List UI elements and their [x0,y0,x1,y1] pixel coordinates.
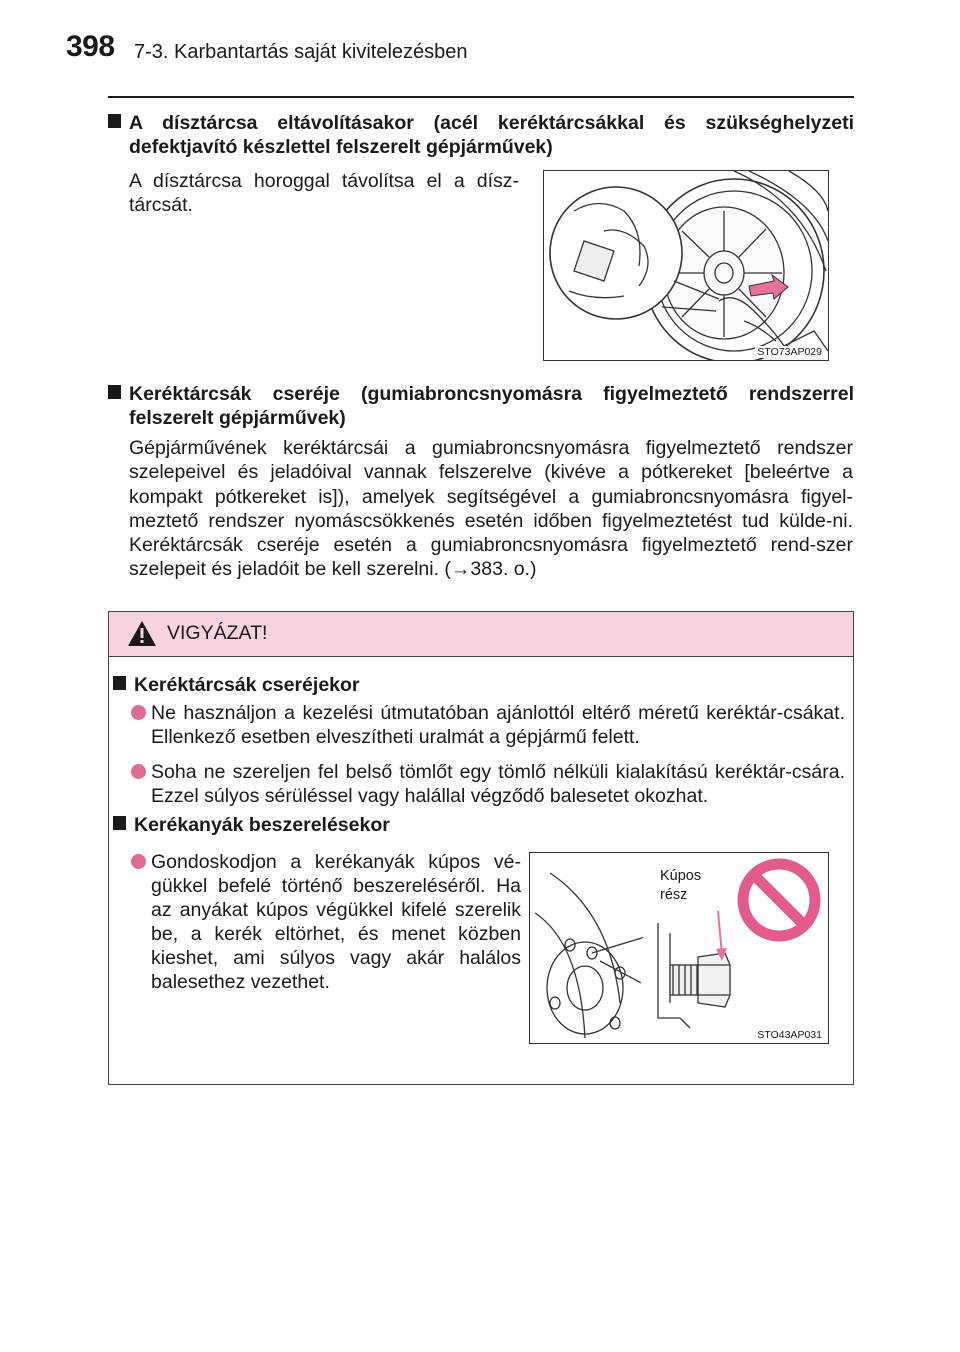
bullet-text: Soha ne szereljen fel belső tömlőt egy tömlő nélküli kialakítású keréktár-csára. Ezzel súlyos sérüléssel vagy halállal végződő balesetet okozhat. [151,761,845,807]
warning-triangle-icon [127,620,157,647]
square-bullet-icon [113,676,126,690]
section-heading-wheel-cap-removal [108,111,854,159]
tapered-part-label [660,867,701,905]
warning-title: VIGYÁZAT! [167,622,268,644]
round-bullet-icon [131,705,146,720]
warning-heading-text: Kerékanyák beszerelésekor [134,814,390,836]
figure-code: STO73AP029 [757,346,822,358]
section-heading-wheel-replacement [108,382,854,430]
chapter-title: 7-3. Karbantartás saját kivitelezésben [134,41,468,63]
square-bullet-icon [108,385,121,399]
square-bullet-icon [113,816,126,830]
warning-heading-wheel-replacement [113,673,849,697]
tapered-part-label-line1: Kúpos [660,868,702,884]
warning-bullet-inner-tube [131,760,845,808]
warning-bullet-wheel-size [131,701,845,749]
warning-heading-lug-nuts [113,813,849,837]
warning-box [108,611,854,1085]
section-heading-text: A dísztárcsa eltávolításakor (acél keréktárcsákkal és szükséghelyzeti defektjavító készlettel felszerelt gépjárművek) [129,112,854,158]
lug-nut-illustration [529,852,829,1044]
wheel-cap-instruction: A dísztárcsa horoggal távolítsa el a dísz-tárcsát. [129,170,519,216]
wheel-cap-hook-drawing [544,171,828,360]
bullet-text: Gondoskodjon a kerékanyák kúpos vé-gükkel befelé történő beszereléséről. Ha az anyákat kúpos végükkel kifelé szerelik be, a kerék eltörhet, és menet közben kieshet, ami súlyos vagy akár halálos balesethez vezethet. [151,851,521,993]
section-heading-text: Keréktárcsák cseréje (gumiabroncsnyomásra figyelmeztető rendszerrel felszerelt gépjárművek) [129,383,854,429]
bullet-text: Ne használjon a kezelési útmutatóban ajánlottól eltérő méretű keréktár-csákat. Ellenkező esetben elveszítheti uralmát a gépjármű felett. [151,702,845,748]
wheel-cap-removal-illustration [543,170,829,361]
header-divider [108,96,854,98]
figure-code: STO43AP031 [757,1029,822,1041]
warning-header [109,612,853,657]
round-bullet-icon [131,764,146,779]
warning-heading-text: Keréktárcsák cseréjekor [134,674,360,696]
page-number: 398 [66,30,115,63]
round-bullet-icon [131,854,146,869]
square-bullet-icon [108,114,121,128]
tapered-part-label-line2: rész [660,887,688,903]
tpms-wheel-replacement-text: Gépjárművének keréktárcsái a gumiabroncsnyomásra figyelmeztető rendszer szelepeivel és jeladóival vannak felszerelve (kivéve a pótkereket [beleértve a kompakt pótkereket is]), amelyek segítségével a gumiabroncsnyomásra figyel-meztető rendszer nyomáscsökkenés esetén időben figyelmeztetést tud külde-ni. Keréktárcsák cseréje esetén a gumiabroncsnyomásra figyelmeztető rend-szer szelepeit és jeladóit be kell szerelni. (→383. o.) [129,437,853,581]
warning-bullet-tapered-nuts [131,850,521,994]
